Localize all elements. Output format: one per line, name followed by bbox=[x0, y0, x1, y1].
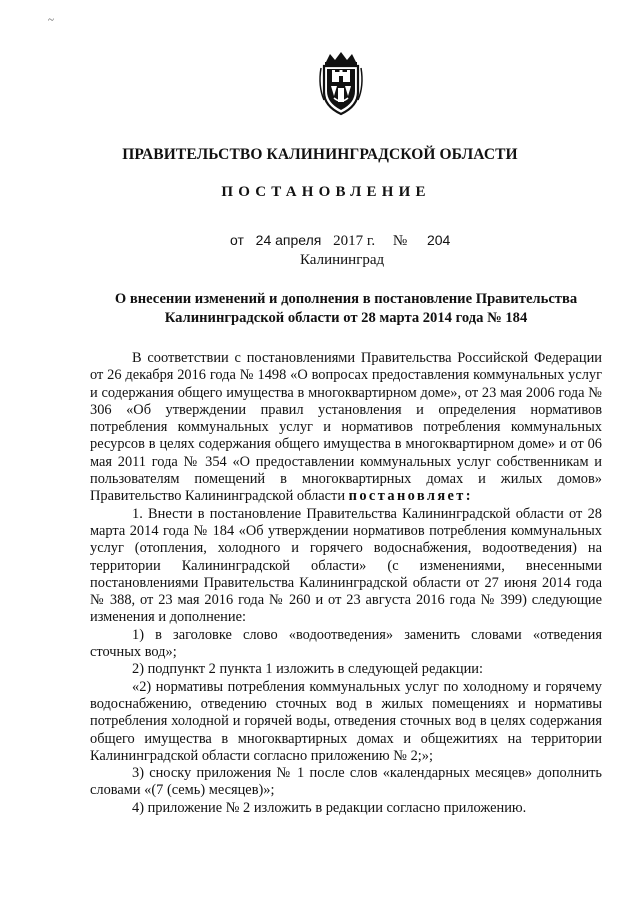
document-type: ПОСТАНОВЛЕНИЕ bbox=[221, 184, 431, 200]
paragraph-1-2-text: «2) нормативы потребления коммунальных услуг по холодному и горячему водоснабжению, отведению сточных вод в жилых помещениях и нормативы потребления холодной и горячей воды, отведения сточных вод в целях содержания общего имущества в многоквартирных домах и общежитиях на территории Калининградской области согласно приложению № 2;»; bbox=[90, 678, 602, 764]
paragraph-1: 1. Внести в постановление Правительства Калининградской области от 28 марта 2014 года № 184 «Об утверждении нормативов потребления коммунальных услуг (отопления, холодного и горячего водоснабжения, водоотведения) на территории Калининградской области» (с изменениями, внесенными постановлениями Правительства Калининградской области от 27 июня 2014 года № 388, от 23 мая 2016 года № 260 и от 23 августа 2016 года № 399) следующие изменения и дополнение: bbox=[90, 505, 602, 626]
number-sign: № bbox=[392, 233, 408, 249]
city-name: Калининград bbox=[300, 252, 385, 268]
intro-paragraph bbox=[90, 350, 602, 506]
paragraph-1-3: 3) сноску приложения № 1 после слов «календарных месяцев» дополнить словами «(7 (семь) месяцев)»; bbox=[90, 765, 602, 799]
corner-mark: ~ bbox=[48, 14, 54, 26]
date-prefix: от bbox=[230, 232, 244, 248]
government-title: ПРАВИТЕЛЬСТВО КАЛИНИНГРАДСКОЙ ОБЛАСТИ bbox=[122, 146, 518, 163]
coat-of-arms-icon bbox=[316, 52, 366, 116]
date-year: 2017 г. bbox=[333, 233, 376, 249]
paragraph-1-2: 2) подпункт 2 пункта 1 изложить в следующей редакции: bbox=[132, 661, 483, 678]
paragraph-1-1: 1) в заголовке слово «водоотведения» заменить словами «отведения сточных вод»; bbox=[90, 626, 602, 661]
decree-subject: О внесении изменений и дополнения в постановление Правительства Калининградской области от 28 марта 2014 года № 184 bbox=[114, 291, 578, 326]
decree-number: 204 bbox=[426, 232, 451, 248]
paragraph-1-4: 4) приложение № 2 изложить в редакции согласно приложению. bbox=[132, 799, 527, 816]
decree-date-line bbox=[230, 232, 450, 250]
intro-text: В соответствии с постановлениями Правительства Российской Федерации от 26 декабря 2016 года № 1498 «О вопросах предоставления коммунальных услуг и содержания общего имущества в многоквартирном доме», от 23 мая 2006 года № 306 «Об утверждении правил установления и определения нормативов потребления коммунальных услуг и нормативов потребления коммунальных ресурсов в целях содержания общего имущества в многоквартирном доме» и от 06 мая 2011 года № 354 «О предоставлении коммунальных услуг собственникам и пользователям помещений в многоквартирных домах и жилых домов» Правительство Калининградской области bbox=[90, 350, 602, 505]
decree-word: постановляет: bbox=[348, 488, 473, 505]
date-day-month: 24 апреля bbox=[255, 232, 322, 248]
decree-body bbox=[90, 350, 602, 817]
